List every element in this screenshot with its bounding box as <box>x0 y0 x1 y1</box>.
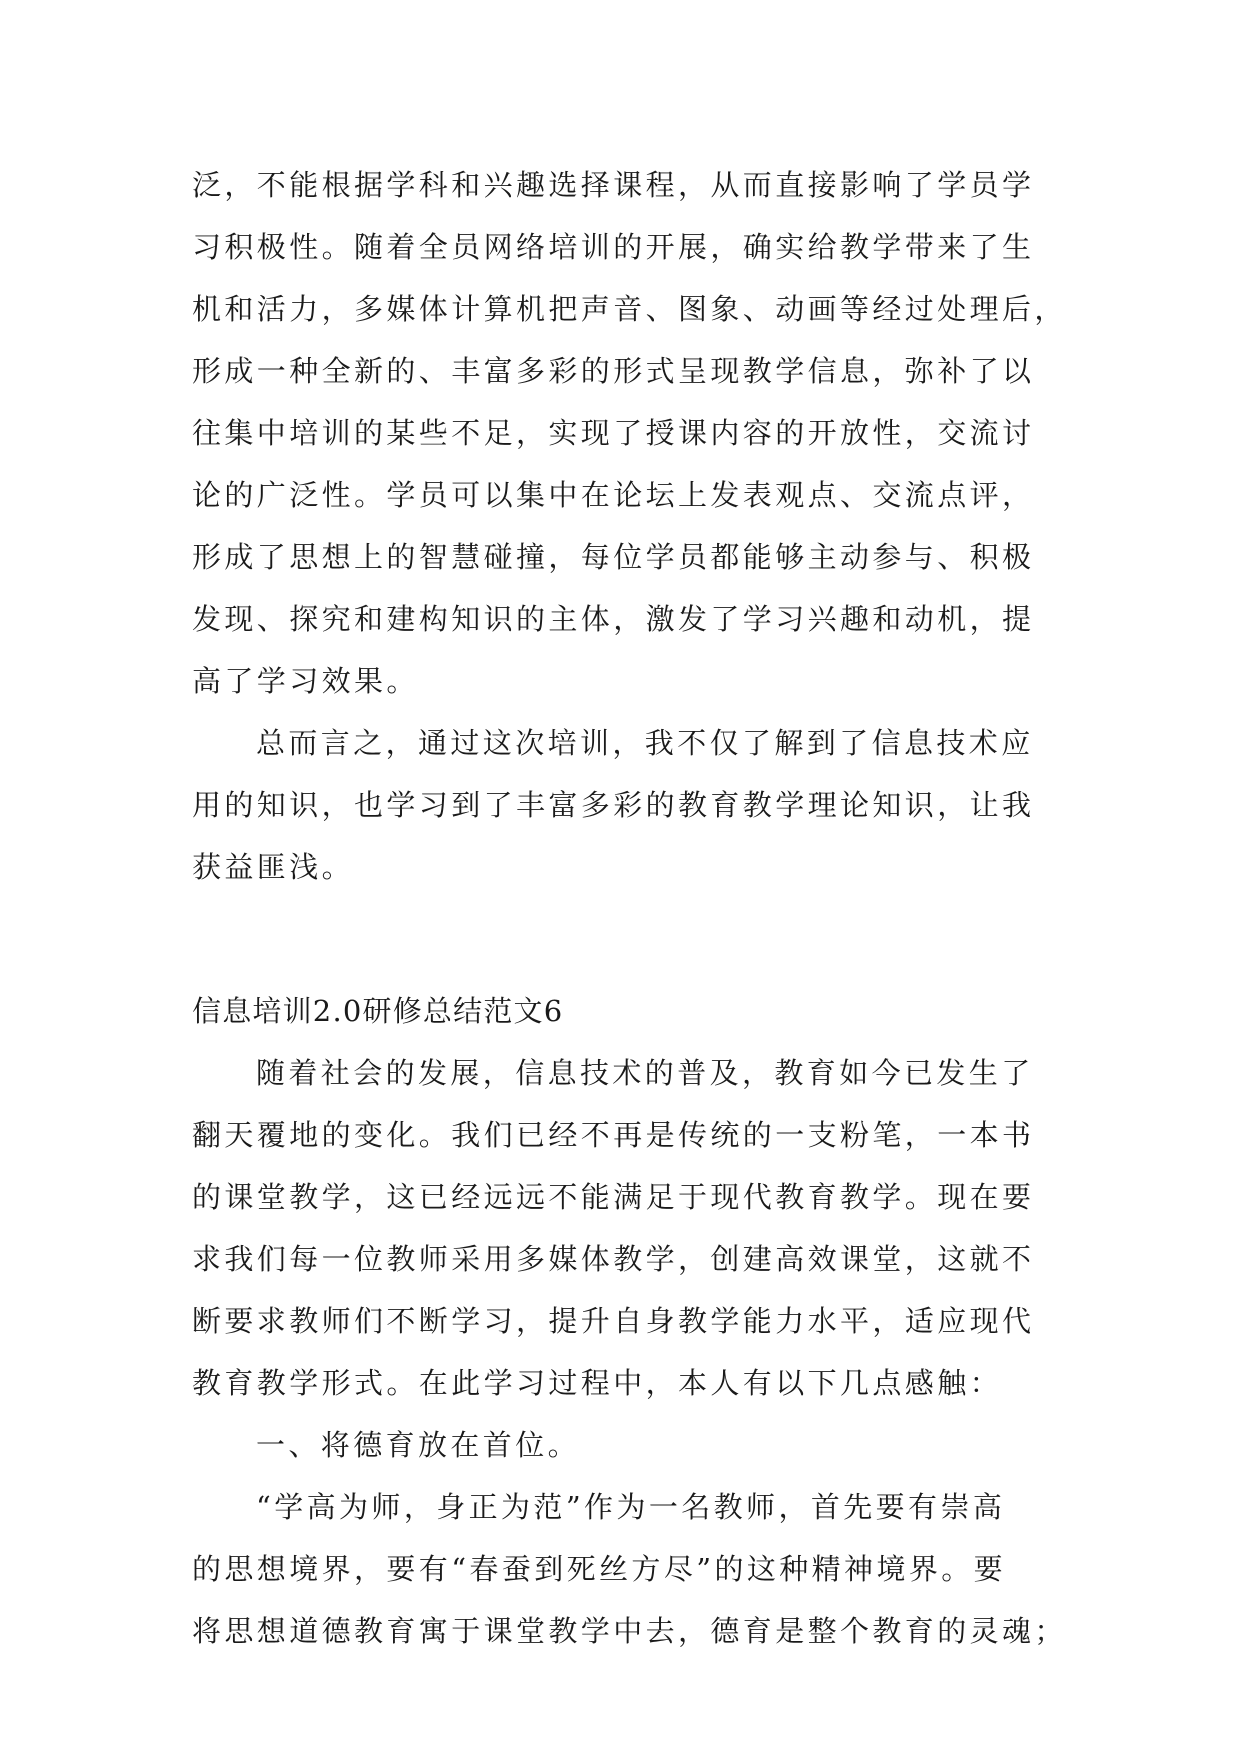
text-line: 的课堂教学，这已经远远不能满足于现代教育教学。现在要 <box>192 1180 1035 1214</box>
paragraph-conclusion <box>192 712 1048 898</box>
document-body <box>192 154 1067 1662</box>
text-line: 机和活力，多媒体计算机把声音、图象、动画等经过处理后， <box>192 292 1067 326</box>
text-line: 高了学习效果。 <box>192 664 419 698</box>
section-heading: 信息培训2.0研修总结范文6 <box>192 994 564 1028</box>
text-line: 翻天覆地的变化。我们已经不再是传统的一支粉笔，一本书 <box>192 1118 1035 1152</box>
text-line: 随着社会的发展，信息技术的普及，教育如今已发生了 <box>256 1056 1034 1090</box>
text-line: 将思想道德教育寓于课堂教学中去，德育是整个教育的灵魂； <box>192 1614 1067 1648</box>
text-line: 断要求教师们不断学习，提升自身教学能力水平，适应现代 <box>192 1304 1035 1338</box>
text-line: 形成一种全新的、丰富多彩的形式呈现教学信息，弥补了以 <box>192 354 1035 388</box>
paragraph-point1 <box>192 1476 1067 1662</box>
text-line: 用的知识，也学习到了丰富多彩的教育教学理论知识，让我 <box>192 788 1035 822</box>
text-line: 教育教学形式。在此学习过程中，本人有以下几点感触： <box>192 1366 1003 1400</box>
text-line: 求我们每一位教师采用多媒体教学，创建高效课堂，这就不 <box>192 1242 1035 1276</box>
text-line: 泛，不能根据学科和兴趣选择课程，从而直接影响了学员学 <box>192 168 1035 202</box>
paragraph-intro <box>192 1042 1048 1414</box>
text-line: 发现、探究和建构知识的主体，激发了学习兴趣和动机，提 <box>192 602 1035 636</box>
text-line: 总而言之，通过这次培训，我不仅了解到了信息技术应 <box>256 726 1034 760</box>
text-line: 的思想境界，要有“春蚕到死丝方尽”的这种精神境界。要 <box>192 1552 1007 1586</box>
text-line: 形成了思想上的智慧碰撞，每位学员都能够主动参与、积极 <box>192 540 1035 574</box>
text-line: 习积极性。随着全员网络培训的开展，确实给教学带来了生 <box>192 230 1035 264</box>
text-line: 论的广泛性。学员可以集中在论坛上发表观点、交流点评， <box>192 478 1035 512</box>
text-line: 获益匪浅。 <box>192 850 355 884</box>
text-line: 往集中培训的某些不足，实现了授课内容的开放性，交流讨 <box>192 416 1035 450</box>
paragraph-continued <box>192 154 1067 712</box>
point-heading: 一、将德育放在首位。 <box>256 1428 581 1462</box>
text-line: “学高为师，身正为范”作为一名教师，首先要有崇高 <box>256 1490 1006 1524</box>
section-spacer <box>192 898 1048 980</box>
